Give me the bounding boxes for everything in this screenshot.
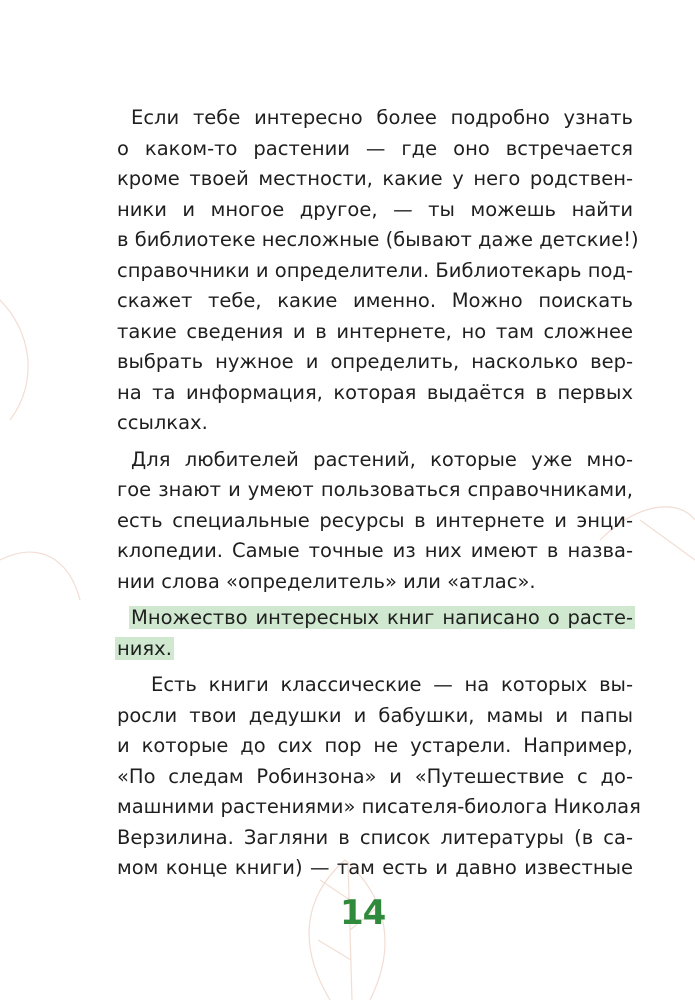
page-number: 14	[340, 893, 386, 933]
text-line: гое знают и умеют пользоваться справочниками,	[117, 478, 633, 501]
text-line: Верзилина. Загляни в список литературы (в са-	[117, 825, 633, 849]
text-line: Есть книги классические — на которых вы-	[151, 673, 633, 696]
paragraph-2	[117, 445, 633, 598]
text-line: «По следам Робинзона» и «Путешествие с до-	[117, 764, 633, 788]
text-line: ссылках.	[117, 411, 208, 434]
paragraph-4	[117, 670, 641, 884]
text-line	[117, 603, 633, 634]
text-line: и которые до сих пор не устарели. Например,	[117, 734, 633, 757]
text-line: скажет тебе, какие именно. Можно поискать	[117, 289, 633, 312]
text-line: о каком-то растении — где оно встречается	[117, 136, 633, 160]
text-line: Если тебе интересно более подробно узнать	[131, 106, 633, 129]
page-text	[117, 103, 641, 884]
text-line: росли твои дедушки и бабушки, мамы и папы	[117, 703, 633, 727]
text-line: кроме твоей местности, какие у него родствен-	[117, 167, 633, 190]
text-line: такие сведения и в интернете, но там сложнее	[117, 319, 633, 343]
text-line: на та информация, которая выдаётся в первых	[117, 380, 633, 404]
highlighted-text: Множество интересных книг написано о расте-	[131, 606, 633, 629]
text-line: ники и многое другое, — ты можешь найти	[117, 197, 633, 221]
paragraph-3-highlighted	[117, 603, 633, 664]
text-line	[117, 634, 633, 665]
text-line: машними растениями» писателя-биолога Николая	[117, 795, 641, 818]
text-line: справочники и определители. Библиотекарь под-	[117, 258, 633, 282]
text-line: выбрать нужное и определить, насколько вер-	[117, 350, 633, 373]
text-line: нии слова «определитель» или «атлас».	[117, 569, 536, 593]
text-line: Для любителей растений, которые уже мно-	[131, 447, 633, 471]
text-line: в библиотеке несложные (бывают даже детские!)	[117, 228, 639, 251]
highlighted-text: ниях.	[117, 636, 172, 660]
text-line: мом конце книги) — там есть и давно известные	[117, 856, 633, 879]
text-line: клопедии. Самые точные из них имеют в назва-	[117, 539, 633, 562]
text-line: есть специальные ресурсы в интернете и энци-	[117, 508, 633, 532]
paragraph-1	[117, 103, 639, 439]
